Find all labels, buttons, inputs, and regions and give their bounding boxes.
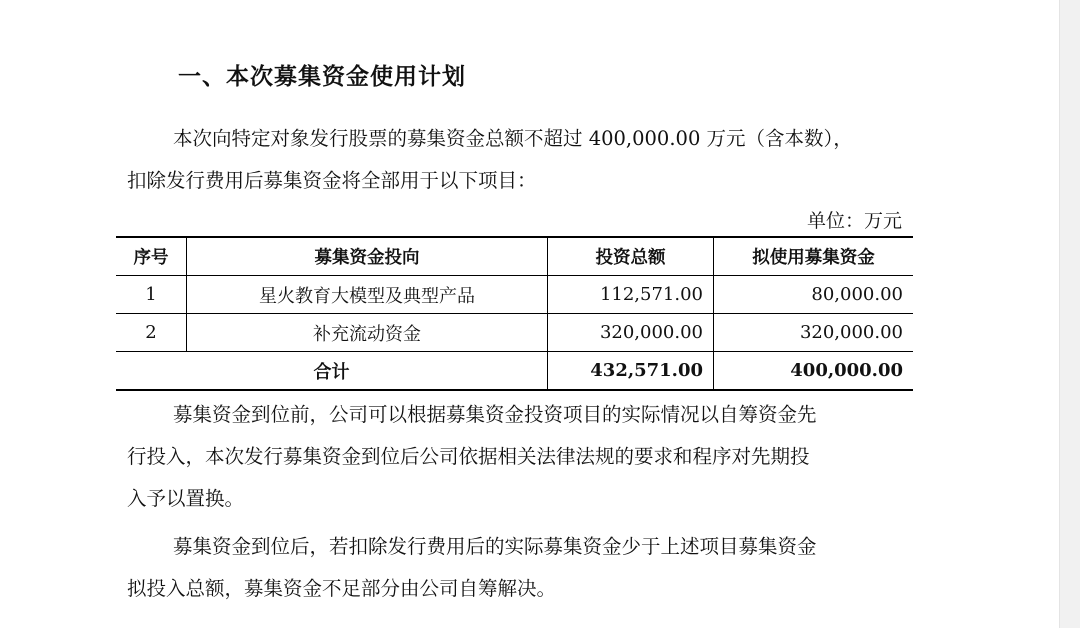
- paragraph-after-arrival: [127, 526, 917, 610]
- row-direction: 星火教育大模型及典型产品: [187, 276, 548, 314]
- intro-paragraph: [127, 118, 917, 202]
- para3-line-2: 拟投入总额，募集资金不足部分由公司自筹解决。: [127, 577, 557, 600]
- table-row: [116, 276, 913, 314]
- header-direction: 募集资金投向: [187, 237, 548, 276]
- table-header-row: [116, 237, 913, 276]
- para2-line-1: 募集资金到位前，公司可以根据募集资金投资项目的实际情况以自筹资金先: [173, 403, 817, 426]
- para2-line-2: 行投入，本次发行募集资金到位后公司依据相关法律法规的要求和程序对先期投: [127, 445, 810, 468]
- viewer-gutter: [1059, 0, 1080, 628]
- fund-usage-table: [116, 236, 913, 391]
- intro-line-1: 本次向特定对象发行股票的募集资金总额不超过 400,000.00 万元（含本数），: [173, 127, 853, 150]
- row-direction: 补充流动资金: [187, 314, 548, 352]
- row-no: 2: [116, 314, 187, 352]
- row-no: 1: [116, 276, 187, 314]
- para2-line-3: 入予以置换。: [127, 487, 245, 510]
- row-total: 112,571.00: [548, 276, 714, 314]
- row-total: 320,000.00: [548, 314, 714, 352]
- unit-note: 单位：万元: [806, 210, 902, 232]
- para3-line-1: 募集资金到位后，若扣除发行费用后的实际募集资金少于上述项目募集资金: [173, 535, 817, 558]
- total-label: 合计: [116, 352, 548, 391]
- table-row: [116, 314, 913, 352]
- cropped-top-heading: [0, 0, 1060, 6]
- table-total-row: [116, 352, 913, 391]
- header-use: 拟使用募集资金: [714, 237, 914, 276]
- paragraph-before-arrival: [127, 394, 917, 520]
- section-heading: 一、本次募集资金使用计划: [178, 64, 466, 90]
- row-use: 80,000.00: [714, 276, 914, 314]
- total-investment: 432,571.00: [548, 352, 714, 391]
- intro-line-2: 扣除发行费用后募集资金将全部用于以下项目：: [127, 169, 537, 192]
- total-use: 400,000.00: [714, 352, 914, 391]
- row-use: 320,000.00: [714, 314, 914, 352]
- header-total: 投资总额: [548, 237, 714, 276]
- header-no: 序号: [116, 237, 187, 276]
